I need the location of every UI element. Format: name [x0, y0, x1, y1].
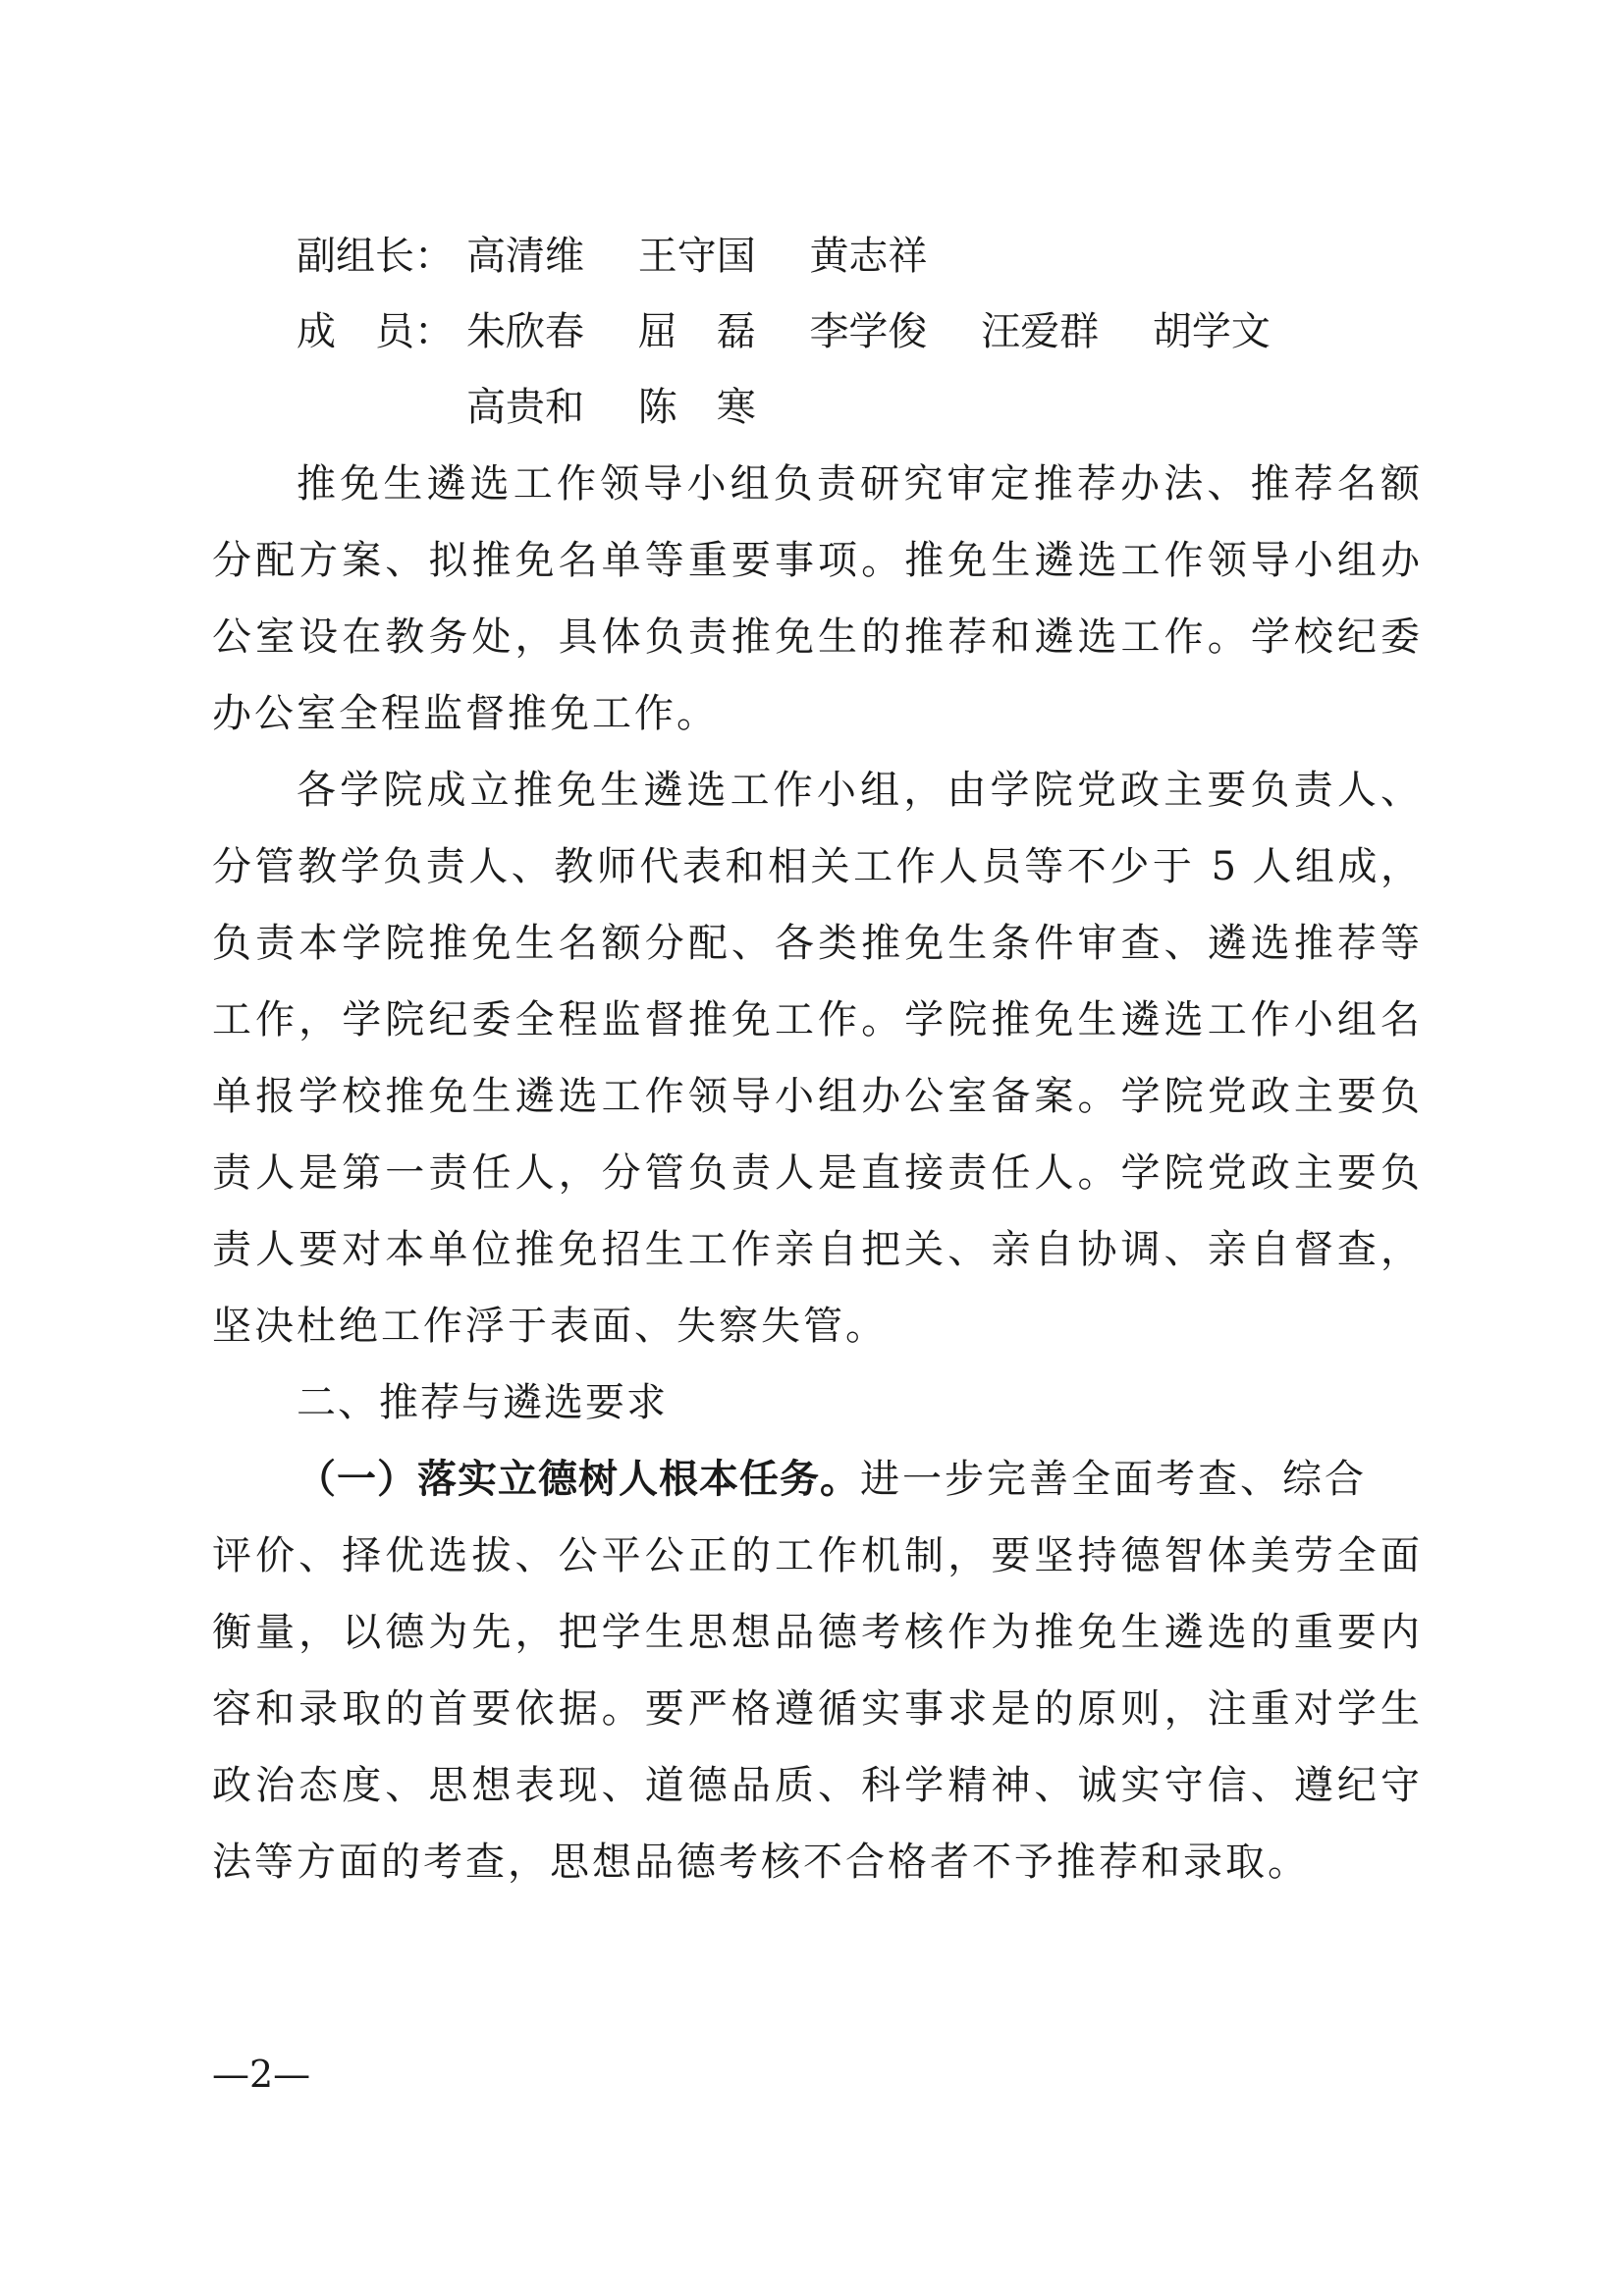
member-names-row-1 — [466, 305, 1312, 358]
paragraph-line: 单报学校推免生遴选工作领导小组办公室备案。学院党政主要负 — [212, 1074, 1420, 1119]
deputy-leader-names — [466, 230, 968, 283]
subsection-title: （一）落实立德树人根本任务。 — [297, 1457, 860, 1502]
member-name: 汪爱群 — [981, 309, 1100, 354]
subsection-first-line-text: 进一步完善全面考查、综合 — [860, 1457, 1367, 1502]
paragraph-line: 公室设在教务处，具体负责推免生的推荐和遴选工作。学校纪委 — [212, 614, 1420, 660]
deputy-name: 高清维 — [466, 234, 584, 279]
paragraph-line: 法等方面的考查，思想品德考核不合格者不予推荐和录取。 — [212, 1840, 1310, 1885]
subsection-first-line — [297, 1453, 1420, 1506]
paragraph-line: 各学院成立推免生遴选工作小组，由学院党政主要负责人、 — [297, 768, 1420, 813]
member-name: 高贵和 — [466, 385, 584, 430]
paragraph-line: 评价、择优选拔、公平公正的工作机制，要坚持德智体美劳全面 — [212, 1533, 1420, 1578]
paragraph-line: 办公室全程监督推免工作。 — [212, 691, 719, 736]
section-heading: 二、推荐与遴选要求 — [297, 1380, 668, 1425]
member-label: 成 员： — [297, 309, 454, 354]
paragraph-line: 推免生遴选工作领导小组负责研究审定推荐办法、推荐名额 — [297, 461, 1420, 507]
member-names-row-2 — [466, 381, 797, 434]
member-name: 朱欣春 — [466, 309, 584, 354]
page-number: —2— — [212, 2053, 311, 2096]
deputy-name: 黄志祥 — [809, 234, 928, 279]
paragraph-line: 分管教学负责人、教师代表和相关工作人员等不少于 5 人组成， — [212, 844, 1420, 889]
paragraph-line: 坚决杜绝工作浮于表面、失察失管。 — [212, 1304, 888, 1349]
paragraph-line: 分配方案、拟推免名单等重要事项。推免生遴选工作领导小组办 — [212, 538, 1420, 583]
member-name: 陈 寒 — [637, 385, 756, 430]
deputy-name: 王守国 — [637, 234, 756, 279]
member-name: 李学俊 — [809, 309, 928, 354]
member-name: 屈 磊 — [637, 309, 756, 354]
paragraph-line: 衡量，以德为先，把学生思想品德考核作为推免生遴选的重要内 — [212, 1610, 1420, 1655]
paragraph-line: 政治态度、思想表现、道德品质、科学精神、诚实守信、遵纪守 — [212, 1763, 1420, 1808]
paragraph-line: 工作，学院纪委全程监督推免工作。学院推免生遴选工作小组名 — [212, 997, 1420, 1042]
deputy-leader-label: 副组长： — [297, 234, 454, 279]
paragraph-line: 容和录取的首要依据。要严格遵循实事求是的原则，注重对学生 — [212, 1686, 1420, 1732]
paragraph-line: 负责本学院推免生名额分配、各类推免生条件审查、遴选推荐等 — [212, 921, 1420, 966]
paragraph-line: 责人是第一责任人，分管负责人是直接责任人。学院党政主要负 — [212, 1150, 1420, 1196]
paragraph-line: 责人要对本单位推免招生工作亲自把关、亲自协调、亲自督查， — [212, 1227, 1420, 1272]
member-name: 胡学文 — [1152, 309, 1271, 354]
